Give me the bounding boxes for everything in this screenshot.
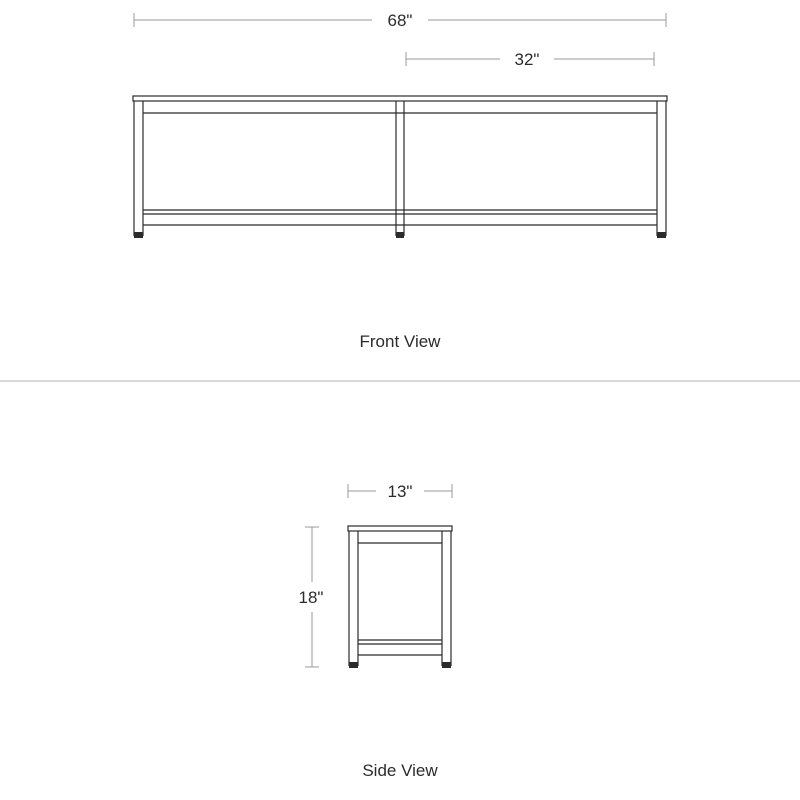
- side-view-caption: Side View: [362, 761, 438, 780]
- front-view-caption: Front View: [359, 332, 441, 351]
- side-view: [299, 482, 452, 780]
- bench-front-drawing: [133, 96, 667, 238]
- side-height-label: 18": [298, 588, 324, 607]
- front-section-width-label: 32": [514, 50, 540, 69]
- side-depth-dimension: [348, 482, 452, 501]
- side-depth-label: 13": [387, 482, 413, 501]
- front-overall-width-label: 68": [387, 11, 413, 30]
- front-section-width-dimension: [406, 50, 654, 69]
- bench-side-drawing: [348, 526, 452, 668]
- front-overall-width-dimension: [134, 11, 666, 30]
- side-height-dimension: [299, 527, 324, 667]
- front-view: [133, 11, 667, 351]
